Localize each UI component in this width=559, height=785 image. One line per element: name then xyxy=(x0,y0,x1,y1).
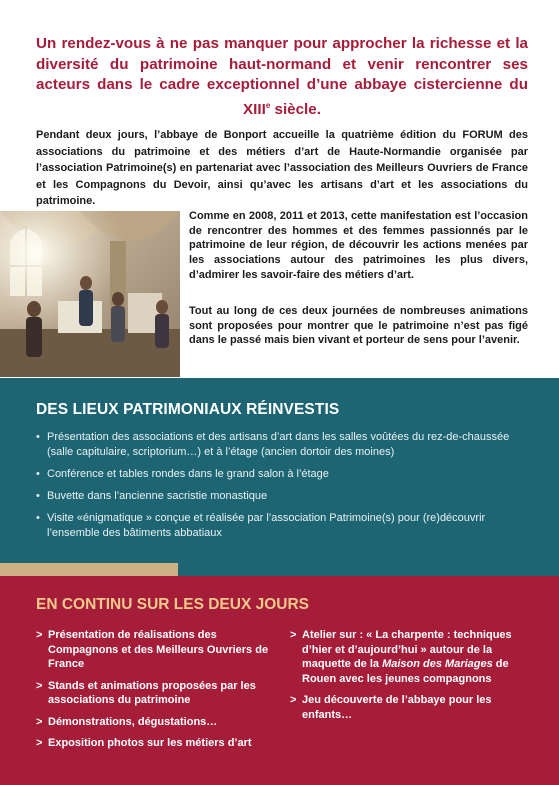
lieux-list xyxy=(36,430,531,548)
list-item: > Atelier sur : « La charpente : techniques d’hier et d’aujourd’hui » autour de la maquette de la Maison des Mariages de Rouen avec les jeunes compagnons xyxy=(290,629,512,685)
intro-text: Un rendez-vous à ne pas manquer pour approcher la richesse et la diversité du patrimoine haut-normand et venir rencontrer ses acteurs dans le cadre exceptionnel d’une abbaye cistercienne du XIII xyxy=(36,35,528,118)
list-item: > Démonstrations, dégustations… xyxy=(36,715,218,728)
gold-divider xyxy=(0,563,178,576)
photo-illustration xyxy=(0,211,180,377)
continu-list-right xyxy=(290,628,530,729)
list-item: • Visite «énigmatique » conçue et réalisée par l’association Patrimoine(s) pour (re)découvrir l’ensemble des bâtiments abbatiaux xyxy=(36,512,486,539)
continu-section xyxy=(0,576,559,785)
chevron-right-icon: > xyxy=(36,737,43,749)
chevron-right-icon: > xyxy=(36,629,43,641)
bullet-icon: • xyxy=(36,490,40,502)
intro-text-end: siècle. xyxy=(270,100,321,118)
chevron-right-icon: > xyxy=(36,679,43,692)
bullet-icon: • xyxy=(36,468,40,480)
lieux-title: DES LIEUX PATRIMONIAUX RÉINVESTIS xyxy=(36,401,340,418)
list-item: • Présentation des associations et des artisans d’art dans les salles voûtées du rez-de-chaussée (salle capitulaire, scriptorium…) et à l’étage (ancien dortoir des moines) xyxy=(36,431,510,458)
abbey-interior-photo xyxy=(0,211,180,377)
paragraph-forum: Pendant deux jours, l’abbaye de Bonport accueille la quatrième édition du FORUM des associations du patrimoine et des métiers d’art de Haute-Normandie organisée par l’association Patrimoine(s) en partenariat avec l’association des Meilleurs Ouvriers de France et les Compagnons du Devoir, ainsi qu’avec les artisans d’art et les associations du patrimoine. xyxy=(36,129,528,208)
continu-title: EN CONTINU SUR LES DEUX JOURS xyxy=(36,596,310,613)
intro-superscript: e xyxy=(265,100,271,110)
list-item: > Jeu découverte de l’abbaye pour les enfants… xyxy=(290,694,492,721)
chevron-right-icon: > xyxy=(290,694,297,706)
chevron-right-icon: > xyxy=(36,715,43,728)
bullet-icon: • xyxy=(36,431,40,443)
bullet-icon: • xyxy=(36,512,40,524)
lieux-section xyxy=(0,378,559,576)
list-item: > Présentation de réalisations des Compagnons et des Meilleurs Ouvriers de France xyxy=(36,629,269,670)
list-item: • Buvette dans l’ancienne sacristie monastique xyxy=(36,490,268,502)
paragraph-animations: Tout au long de ces deux journées de nombreuses animations sont proposées pour montrer que le patrimoine n’est pas figé dans le passé mais bien vivant et porteur de sens pour l’avenir. xyxy=(189,305,528,347)
list-item: • Conférence et tables rondes dans le grand salon à l’étage xyxy=(36,468,329,480)
list-item: > Stands et animations proposées par les associations du patrimoine xyxy=(36,679,256,706)
paragraph-manifestation: Comme en 2008, 2011 et 2013, cette manifestation est l’occasion de rencontrer des hommes et des femmes passionnés par le patrimoine de leur région, de découvrir les actions menées par les associations autour des patrimoines les plus divers, d’admirer les savoir-faire des métiers d’art. xyxy=(189,210,528,281)
list-item: > Exposition photos sur les métiers d’art xyxy=(36,737,252,749)
chevron-right-icon: > xyxy=(290,629,297,641)
continu-list-left xyxy=(36,628,272,758)
intro-headline xyxy=(36,34,528,120)
